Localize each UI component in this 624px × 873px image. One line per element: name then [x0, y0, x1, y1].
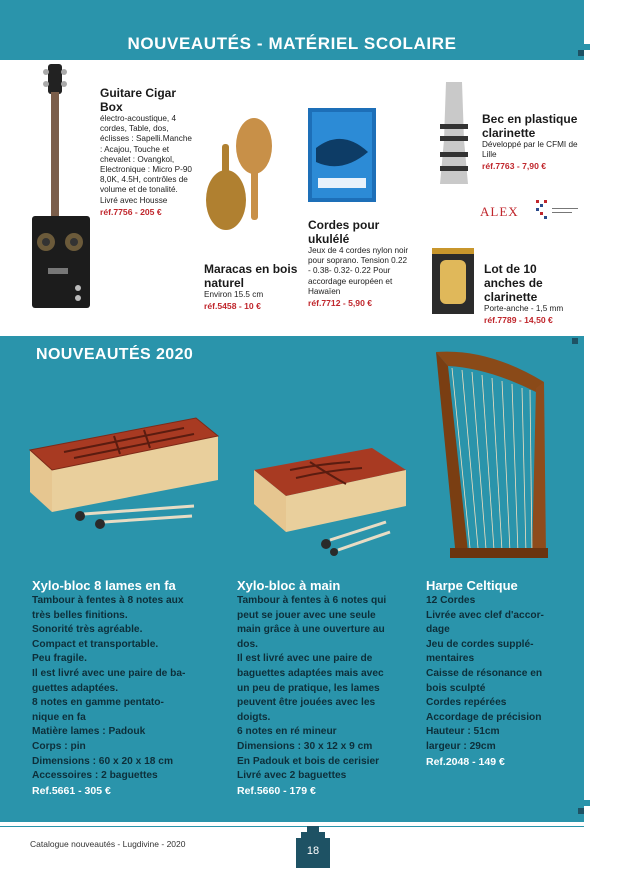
- guitar-image: [28, 62, 94, 310]
- pixel-decoration: [578, 50, 584, 56]
- product-ukulele-strings: [308, 218, 412, 308]
- pixel-decoration: [584, 44, 590, 50]
- product-ref: réf.7756 - 205 €: [100, 206, 162, 217]
- pixel-decoration: [578, 344, 584, 350]
- cfmi-logo: [534, 198, 584, 222]
- product-ref: réf.7712 - 5,90 €: [308, 298, 373, 309]
- product-title: Cordes pour ukulélé: [308, 218, 380, 246]
- reeds-box-image: [432, 248, 474, 314]
- page-title: NOUVEAUTÉS - MATÉRIEL SCOLAIRE: [127, 34, 457, 53]
- celtic-harp-image: [428, 348, 554, 562]
- item-celtic-harp: [426, 578, 576, 770]
- product-ref: réf.7763 - 7,90 €: [482, 161, 547, 172]
- item-title: Xylo-bloc 8 lames en fa: [32, 578, 176, 593]
- product-description: Jeux de 4 cordes nylon noir pour soprano. Tension 0.22 - 0.38- 0.32- 0.22 Pour accordage européen et Hawaïen: [308, 246, 409, 296]
- product-description: Développé par le CFMI de Lille: [482, 140, 578, 160]
- clarinet-mouthpiece-image: [436, 80, 472, 186]
- item-ref: Ref.2048 - 149 €: [426, 755, 505, 768]
- product-reeds: [484, 262, 580, 325]
- pixel-decoration: [584, 800, 590, 806]
- product-clarinet-mouthpiece: [482, 112, 578, 171]
- item-xylo-bloc-main: [237, 578, 417, 799]
- footer-divider: [0, 826, 584, 827]
- section-title: NOUVEAUTÉS 2020: [36, 346, 194, 363]
- product-ref: réf.5458 - 10 €: [204, 301, 261, 312]
- xylo-bloc-8-image: [24, 406, 222, 532]
- item-description: Tambour à fentes à 8 notes aux très belles finitions. Sonorité très agréable. Compact et transportable. Peu fragile. Il est livré avec une paire de ba- guettes adaptées. 8 notes en gamme pentato- nique en fa Matière lames : Padouk Corps : pin Dimensions : 60 x 20 x 18 cm Accessoires : 2 baguettes: [32, 595, 186, 782]
- product-title: Maracas en bois naturel: [204, 262, 298, 290]
- item-title: Harpe Celtique: [426, 578, 518, 593]
- product-title: Lot de 10 anches de clarinette: [484, 262, 543, 304]
- page-number: 18: [306, 845, 320, 857]
- alex-logo: ALEX: [480, 204, 519, 219]
- pixel-decoration: [578, 808, 584, 814]
- product-description: électro-acoustique, 4 cordes, Table, dos, éclisses : Sapelli.Manche : Acajou, Touche et chevalet : Ovangkol, Electronique : Micro P-90 8,0K, 4.5H, contrôles de volume et de tonalité. Livré avec Housse: [100, 114, 192, 205]
- product-ref: réf.7789 - 14,50 €: [484, 315, 553, 326]
- ukulele-strings-image: [308, 108, 376, 202]
- product-guitar: [100, 86, 196, 217]
- product-description: Environ 15.5 cm: [204, 290, 264, 299]
- xylo-bloc-main-image: [250, 440, 410, 556]
- item-ref: Ref.5660 - 179 €: [237, 784, 316, 797]
- item-title: Xylo-bloc à main: [237, 578, 341, 593]
- product-description: Porte-anche - 1,5 mm: [484, 304, 564, 313]
- item-description: 12 Cordes Livrée avec clef d'accor- dage Jeu de cordes supplé- mentaires Caisse de résonance en bois sculpté Cordes repérées Accordage de précision Hauteur : 51cm largeur : 29cm: [426, 595, 544, 752]
- maracas-image: [204, 104, 278, 240]
- product-maracas: [204, 262, 304, 311]
- item-xylo-bloc-8: [32, 578, 222, 799]
- footer-text: Catalogue nouveautés - Lugdivine - 2020: [30, 839, 186, 849]
- product-title: Bec en plastique clarinette: [482, 112, 578, 140]
- item-ref: Ref.5661 - 305 €: [32, 784, 111, 797]
- item-description: Tambour à fentes à 6 notes qui peut se jouer avec une seule main grâce à une ouverture au dos. Il est livré avec une paire de baguettes adaptées mais avec un peu de pratique, les lames peuvent être jouées avec les doigts. 6 notes en ré mineur Dimensions : 30 x 12 x 9 cm En Padouk et bois de cerisier Livré avec 2 baguettes: [237, 595, 387, 782]
- product-title: Guitare Cigar Box: [100, 86, 177, 114]
